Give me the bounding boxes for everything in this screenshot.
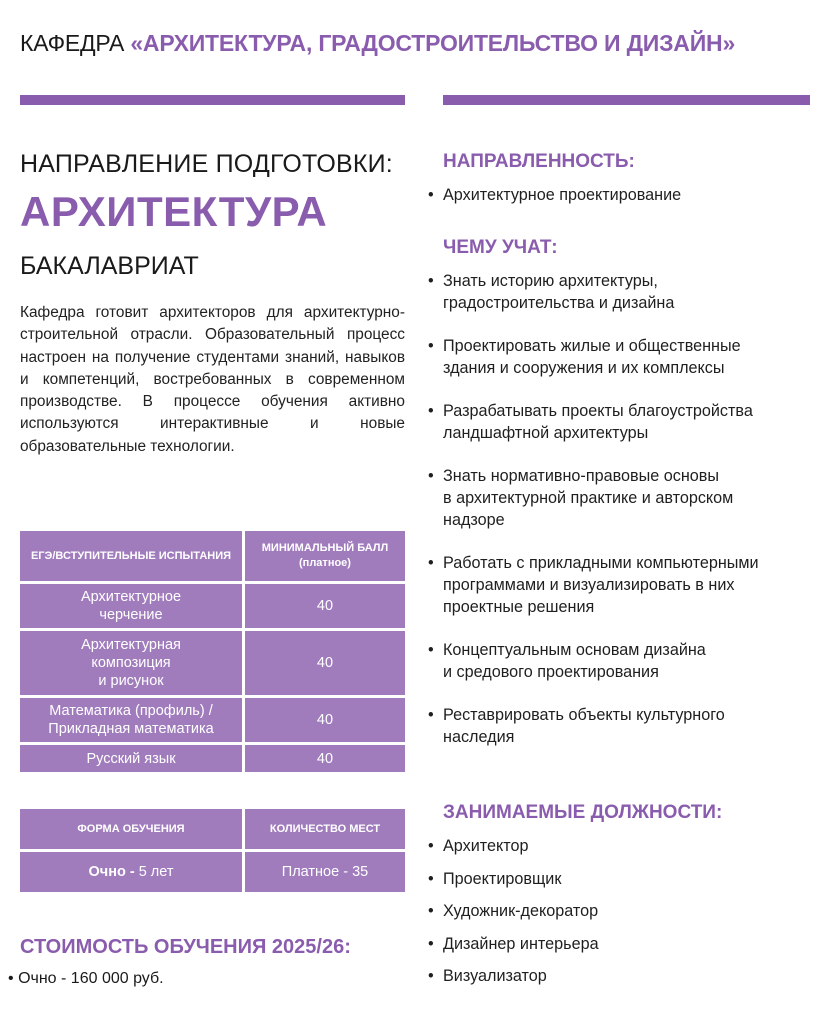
exam-subject-line: черчение: [99, 607, 163, 623]
list-item: [428, 704, 823, 748]
program-description: Кафедра готовит архитекторов для архитектурно-строительной отрасли. Образовательный процесс настроен на получение студентами знаний, навыков и компетенций, востребованных в современном производстве. В процессе обучения активно используются интерактивные и новые образовательные технологии.: [20, 304, 405, 455]
exams-table-header: [20, 531, 405, 581]
cost-item: [8, 970, 164, 988]
focus-list: [428, 184, 823, 206]
list-item: [428, 400, 823, 444]
learn-item-line: Реставрировать объекты культурного: [443, 706, 725, 724]
study-header-places: КОЛИЧЕСТВО МЕСТ: [245, 809, 405, 849]
position-text: Дизайнер интерьера: [443, 934, 599, 953]
bullet: •: [428, 272, 434, 290]
bullet: •: [428, 934, 434, 953]
score-header-note: (платное): [299, 557, 351, 569]
exam-subject-line: Архитектурная: [81, 637, 181, 653]
list-item: [428, 868, 823, 890]
exam-subject-line: и рисунок: [98, 673, 164, 689]
header-prefix: КАФЕДРА: [20, 30, 131, 56]
list-item: [428, 270, 823, 314]
bullet: •: [428, 967, 434, 985]
table-row: [20, 584, 405, 628]
table-row: [20, 631, 405, 695]
bullet: •: [428, 869, 434, 888]
score-header-main: МИНИМАЛЬНЫЙ БАЛЛ: [261, 542, 389, 554]
positions-list: [428, 835, 823, 998]
position-text: Архитектор: [443, 837, 529, 855]
learn-item-line: и средового проектирования: [443, 663, 659, 681]
bullet: •: [428, 706, 434, 724]
exam-score: 40: [245, 745, 405, 772]
exam-score: 40: [245, 698, 405, 742]
bullet: •: [428, 402, 434, 420]
exam-subject-line: Математика (профиль) /: [49, 703, 213, 719]
focus-item-text: Архитектурное проектирование: [443, 186, 682, 204]
position-text: Визуализатор: [443, 967, 547, 985]
study-form: [20, 852, 242, 892]
program-title: АРХИТЕКТУРА: [20, 188, 328, 235]
learn-item-line: Работать с прикладными компьютерными: [443, 554, 759, 572]
list-item: [428, 184, 823, 206]
bullet: •: [428, 554, 434, 572]
direction-label: НАПРАВЛЕНИЕ ПОДГОТОВКИ:: [20, 150, 393, 178]
department-header: [20, 30, 735, 57]
study-places: Платное - 35: [245, 852, 405, 892]
exam-subject: [20, 631, 242, 695]
exam-subject-line: Прикладная математика: [48, 721, 214, 737]
positions-title: ЗАНИМАЕМЫЕ ДОЛЖНОСТИ:: [443, 802, 723, 823]
bullet: •: [428, 837, 434, 855]
degree-level: БАКАЛАВРИАТ: [20, 252, 199, 280]
list-item: [428, 335, 823, 379]
list-item: [428, 965, 823, 987]
exam-subject: Русский язык: [20, 745, 242, 772]
learn-item-line: наследия: [443, 728, 515, 746]
learn-item-line: здания и сооружения и их комплексы: [443, 359, 725, 377]
exam-score: 40: [245, 631, 405, 695]
study-form-table: [17, 806, 408, 895]
learn-item-line: градостроительства и дизайна: [443, 294, 675, 312]
list-item: [428, 933, 823, 955]
exams-header-score: [245, 531, 405, 581]
learn-item-line: Концептуальным основам дизайна: [443, 641, 706, 659]
list-item: [428, 552, 823, 618]
cost-value: Очно - 160 000 руб.: [18, 970, 164, 987]
study-form-duration: 5 лет: [138, 864, 174, 880]
learn-item-line: Проектировать жилые и общественные: [443, 337, 741, 355]
left-divider-bar: [20, 95, 405, 105]
list-item: [428, 639, 823, 683]
learn-list: [428, 270, 823, 769]
exam-subject: [20, 698, 242, 742]
bullet: •: [428, 337, 434, 355]
list-item: [428, 835, 823, 857]
learn-title: ЧЕМУ УЧАТ:: [443, 237, 558, 258]
study-table-header: [20, 809, 405, 849]
exam-subject: [20, 584, 242, 628]
learn-item-line: Знать историю архитектуры,: [443, 272, 658, 290]
cost-title: СТОИМОСТЬ ОБУЧЕНИЯ 2025/26:: [20, 936, 351, 958]
focus-title: НАПРАВЛЕННОСТЬ:: [443, 151, 635, 172]
exam-score: 40: [245, 584, 405, 628]
learn-item-line: Разрабатывать проекты благоустройства: [443, 402, 753, 420]
exam-subject-line: композиция: [91, 655, 171, 671]
learn-item-line: надзоре: [443, 511, 505, 529]
study-form-type: Очно -: [88, 864, 139, 880]
position-text: Проектировщик: [443, 869, 562, 888]
list-item: [428, 900, 823, 922]
learn-item-line: в архитектурной практике и авторском: [443, 489, 734, 507]
position-text: Художник-декоратор: [443, 902, 599, 920]
exams-header-subject: ЕГЭ/ВСТУПИТЕЛЬНЫЕ ИСПЫТАНИЯ: [20, 531, 242, 581]
bullet: •: [428, 186, 434, 204]
learn-item-line: ландшафтной архитектуры: [443, 424, 649, 442]
bullet: •: [428, 467, 434, 485]
learn-item-line: Знать нормативно-правовые основы: [443, 467, 720, 485]
table-row: [20, 698, 405, 742]
right-divider-bar: [443, 95, 810, 105]
bullet: •: [428, 641, 434, 659]
bullet: •: [428, 902, 434, 920]
learn-item-line: проектные решения: [443, 598, 595, 616]
study-header-form: ФОРМА ОБУЧЕНИЯ: [20, 809, 242, 849]
exams-table: [17, 528, 408, 775]
learn-item-line: программами и визуализировать в них: [443, 576, 735, 594]
table-row: [20, 852, 405, 892]
list-item: [428, 465, 823, 531]
table-row: [20, 745, 405, 772]
bullet: •: [8, 970, 14, 987]
exam-subject-line: Архитектурное: [80, 589, 182, 605]
header-department-name: «АРХИТЕКТУРА, ГРАДОСТРОИТЕЛЬСТВО И ДИЗАЙН»: [130, 30, 736, 56]
